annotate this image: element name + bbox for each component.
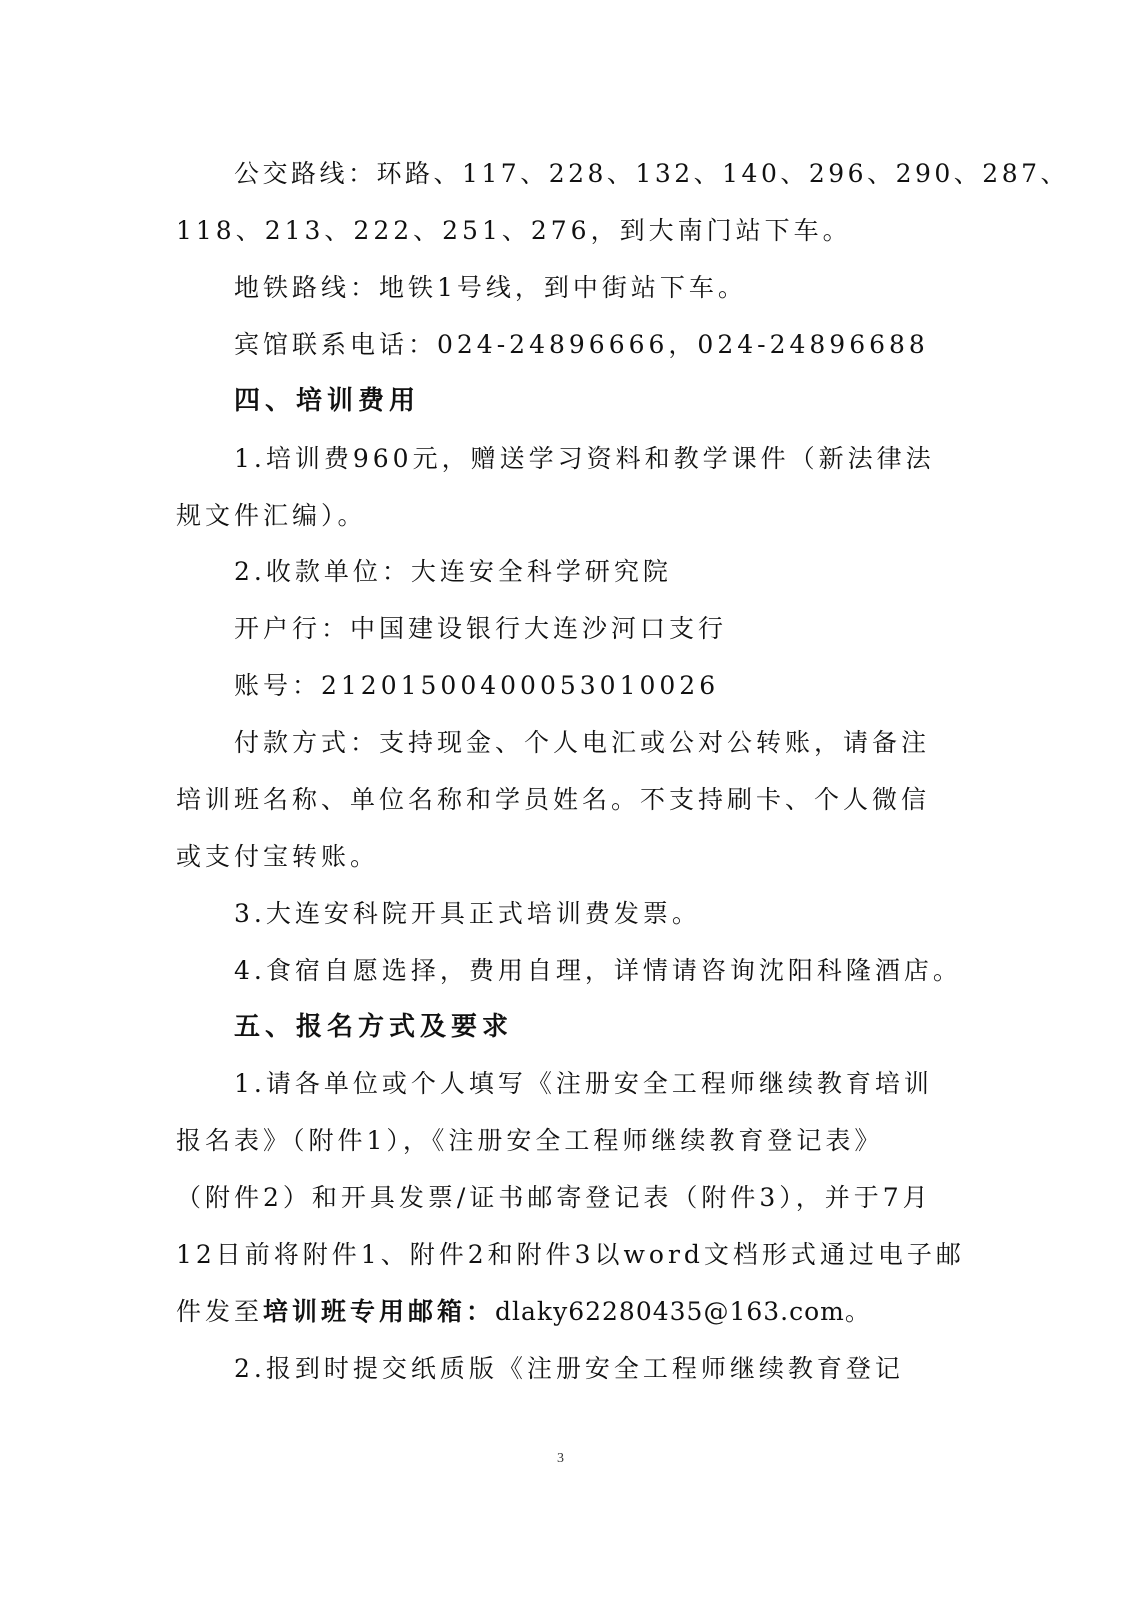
registration-item-1-line-2: 报名表》（附件1），《注册安全工程师继续教育登记表》: [176, 1126, 884, 1155]
email-address: dlaky62280435@163.com: [495, 1297, 845, 1326]
email-label: 培训班专用邮箱：: [263, 1297, 496, 1326]
bank-line: 开户行：中国建设银行大连沙河口支行: [234, 614, 728, 643]
fee-item-1-line-2: 规文件汇编）。: [176, 501, 367, 530]
invoice-line: 3.大连安科院开具正式培训费发票。: [234, 899, 701, 928]
accommodation-line: 4.食宿自愿选择，费用自理，详情请咨询沈阳科隆酒店。: [234, 956, 962, 985]
section-heading-training-fee: 四、培训费用: [234, 386, 421, 416]
registration-item-1-line-1: 1.请各单位或个人填写《注册安全工程师继续教育培训: [234, 1069, 933, 1098]
bus-route-line-1: 公交路线：环路、117、228、132、140、296、290、287、: [234, 159, 1070, 188]
email-line-prefix: 件发至: [176, 1297, 264, 1326]
registration-item-1-line-3: （附件2）和开具发票/证书邮寄登记表（附件3），并于7月: [176, 1183, 932, 1212]
registration-email-line: [176, 1296, 874, 1328]
hotel-phone-line: 宾馆联系电话：024-24896666，024-24896688: [234, 330, 929, 359]
section-heading-registration: 五、报名方式及要求: [234, 1012, 514, 1042]
registration-item-1-line-4: 12日前将附件1、附件2和附件3以word文档形式通过电子邮: [176, 1240, 965, 1269]
payee-line: 2.收款单位：大连安全科学研究院: [234, 557, 672, 586]
page-number: 3: [557, 1451, 564, 1466]
account-number-line: 账号：21201500400053010026: [234, 671, 720, 700]
registration-item-2-line-1: 2.报到时提交纸质版《注册安全工程师继续教育登记: [234, 1354, 904, 1383]
bus-route-line-2: 118、213、222、251、276，到大南门站下车。: [176, 216, 852, 245]
subway-route-line: 地铁路线：地铁1号线，到中街站下车。: [234, 273, 747, 302]
payment-method-line-3: 或支付宝转账。: [176, 842, 380, 871]
payment-method-line-1: 付款方式：支持现金、个人电汇或公对公转账，请备注: [234, 728, 931, 757]
fee-item-1-line-1: 1.培训费960元，赠送学习资料和教学课件（新法律法: [234, 444, 935, 473]
email-line-suffix: 。: [844, 1297, 874, 1326]
payment-method-line-2: 培训班名称、单位名称和学员姓名。不支持刷卡、个人微信: [176, 785, 931, 814]
